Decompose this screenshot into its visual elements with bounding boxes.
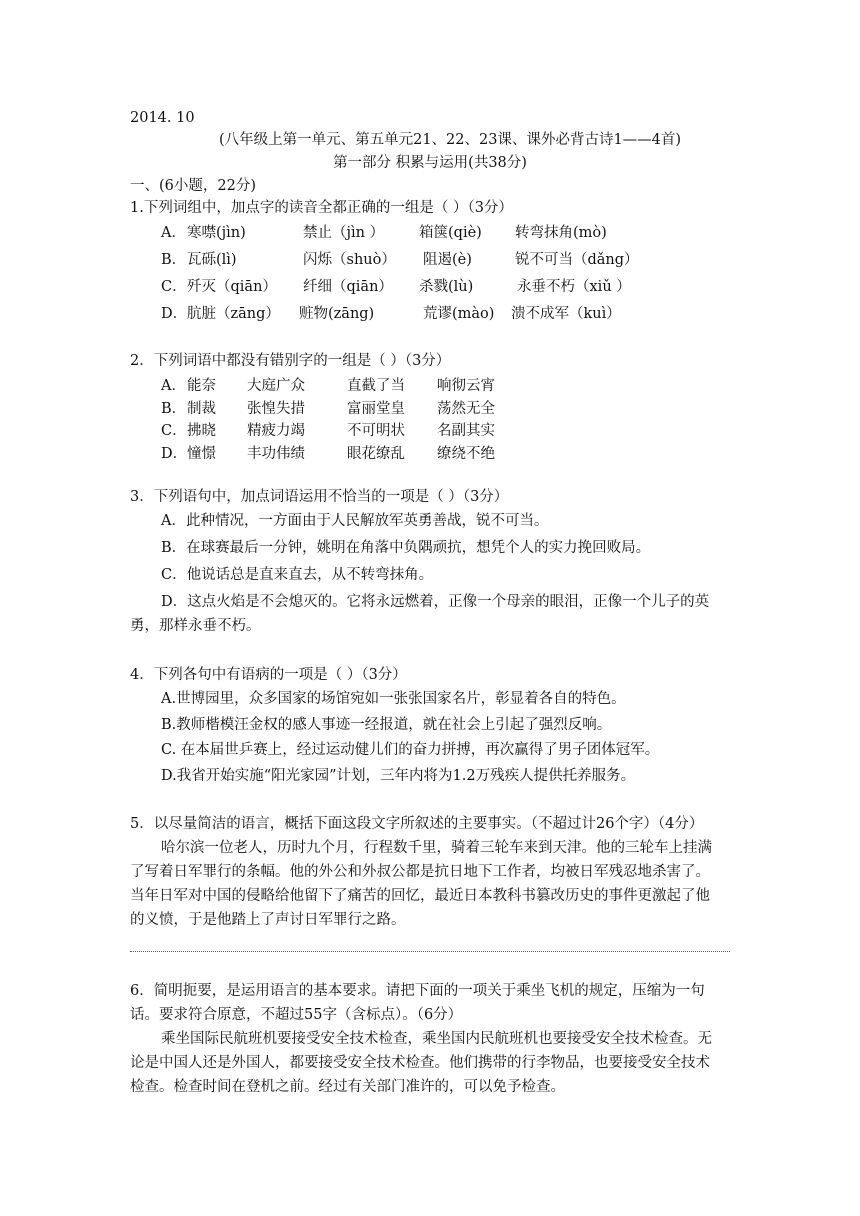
section-heading: 一、(6小题，22分) [130,178,256,194]
q2-b-3: 富丽堂皇 [347,401,405,417]
q2-d-1: 憧憬 [187,446,216,462]
q5-passage-line1: 哈尔滨一位老人，历时九个月，行程数千里，骑着三轮车来到天津。他的三轮车上挂满 [161,840,712,856]
q5-passage-line3: 当年日军对中国的侵略给他留下了痛苦的回忆，最近日本教科书篡改历史的事件更激起了他 [130,888,710,904]
q1-b-1: 瓦砾(lì) [187,252,237,268]
q2-a-4: 响彻云宵 [437,378,495,394]
q1-c-letter: C． [161,279,187,295]
q2-b-1: 制裁 [187,401,216,417]
q1-stem: 1.下列词组中，加点字的读音全都正确的一组是（ ）（3分） [130,200,513,216]
q1-c-4: 永垂不朽（xiǔ ） [517,279,631,295]
q3-option-d-line2: 勇，那样永垂不朽。 [130,618,261,634]
q1-a-letter: A． [161,225,186,241]
q4-stem: 4．下列各句中有语病的一项是（ ）（3分） [130,667,407,683]
exam-date: 2014. 10 [130,110,195,126]
q4-option-c: C. 在本届世乒赛上，经过运动健儿们的奋力拼搏，再次赢得了男子团体冠军。 [161,742,660,758]
q3-option-a: A．此种情况，一方面由于人民解放军英勇善战，锐不可当。 [161,513,549,529]
q1-b-3: 阻遏(è) [423,252,472,268]
q6-stem-line1: 6．简明扼要，是运用语言的基本要求。请把下面的一项关于乘坐飞机的规定，压缩为一句 [130,983,705,999]
q6-passage-line2: 论是中国人还是外国人，都要接受安全技术检查。他们携带的行李物品，也要接受安全技术 [130,1055,710,1071]
exam-scope: (八年级上第一单元、第五单元21、22、23课、课外必背古诗1——4首) [218,132,682,148]
q1-b-letter: B． [161,252,187,268]
q2-c-4: 名副其实 [437,423,495,439]
q2-c-3: 不可明状 [347,423,405,439]
q1-d-3: 荒谬(mào) [423,306,495,322]
q1-d-4: 溃不成军（kuì） [511,306,621,322]
q2-d-4: 缭绕不绝 [437,446,495,462]
q2-a-2: 大庭广众 [247,378,305,394]
q2-a-1: 能奈 [187,378,216,394]
q3-option-d-line1: D．这点火焰是不会熄灭的。它将永远燃着，正像一个母亲的眼泪，正像一个儿子的英 [161,594,710,610]
q2-a-3: 直截了当 [347,378,405,394]
q2-c-1: 拂晓 [187,423,216,439]
q1-d-2: 赃物(zāng) [299,306,375,322]
q4-option-d: D.我省开始实施“阳光家园”计划，三年内将为1.2万残疾人提供托养服务。 [161,768,636,784]
q2-b-4: 荡然无全 [437,401,495,417]
q4-option-b: B.教师楷模汪金权的感人事迹一经报道，就在社会上引起了强烈反响。 [161,717,612,733]
q3-option-b: B．在球赛最后一分钟，姚明在角落中负隅顽抗，想凭个人的实力挽回败局。 [161,540,651,556]
q1-a-1: 寒噤(jìn) [187,225,246,241]
q1-a-4: 转弯抹角(mò) [515,225,607,241]
q1-b-4: 锐不可当（dǎng） [515,252,639,268]
answer-divider [130,951,730,952]
q1-c-3: 杀戮(lù) [419,279,474,295]
q1-a-2: 禁止（jìn ） [303,225,385,241]
q5-passage-line2: 了写着日军罪行的条幅。他的外公和外叔公都是抗日地下工作者，均被日军残忍地杀害了。 [130,864,710,880]
q2-b-letter: B． [161,401,187,417]
q6-stem-line2: 话。要求符合原意，不超过55字（含标点）。（6分） [130,1007,463,1023]
q5-stem: 5．以尽量简洁的语言，概括下面这段文字所叙述的主要事实。（不超过计26个字）（4分） [130,816,704,832]
q2-c-2: 精疲力竭 [247,423,305,439]
q6-passage-line1: 乘坐国际民航班机要接受安全技术检查，乘坐国内民航班机也要接受安全技术检查。无 [161,1031,712,1047]
q2-b-2: 张惶失措 [247,401,305,417]
q2-a-letter: A． [161,378,186,394]
q2-d-2: 丰功伟绩 [247,446,305,462]
q1-b-2: 闪烁（shuò） [303,252,396,268]
q1-d-letter: D． [161,306,188,322]
q3-option-c: C．他说话总是直来直去，从不转弯抹角。 [161,567,434,583]
q1-c-2: 纤细（qiān） [303,279,393,295]
q2-d-3: 眼花缭乱 [347,446,405,462]
q2-c-letter: C． [161,423,187,439]
part-title: 第一部分 积累与运用(共38分) [333,155,527,171]
q1-a-3: 箱箧(qiè) [419,225,482,241]
q6-passage-line3: 检查。检查时间在登机之前。经过有关部门准许的，可以免予检查。 [130,1079,565,1095]
q2-stem: 2．下列词语中都没有错别字的一组是（ ）（3分） [130,353,451,369]
q5-passage-line4: 的义愤，于是他踏上了声讨日军罪行之路。 [130,912,406,928]
q4-option-a: A.世博园里，众多国家的场馆宛如一张张国家名片，彰显着各自的特色。 [161,691,626,707]
q3-stem: 3．下列语句中，加点词语运用不恰当的一项是（ ）（3分） [130,489,509,505]
q1-d-1: 肮脏（zāng） [187,306,280,322]
q1-c-1: 歼灭（qiān） [187,279,277,295]
q2-d-letter: D． [161,446,188,462]
